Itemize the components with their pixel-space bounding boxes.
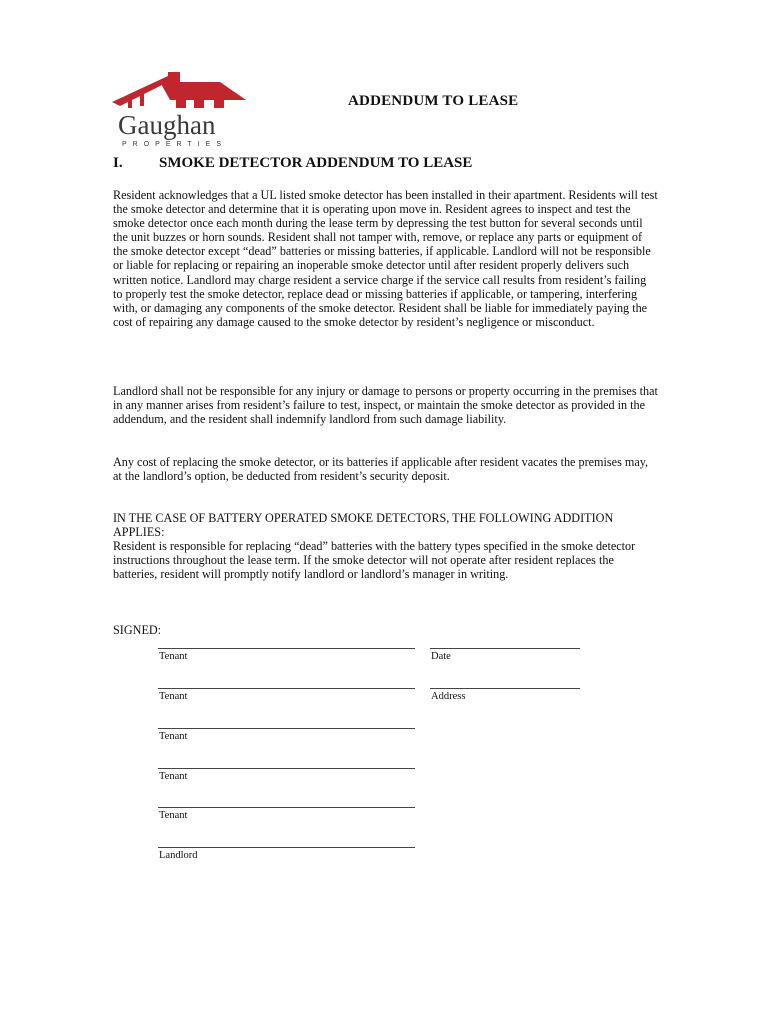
section-heading <box>113 155 472 172</box>
company-logo <box>110 70 255 150</box>
tenant-3-label: Tenant <box>159 731 188 742</box>
tenant-4-label: Tenant <box>159 771 188 782</box>
document-title: ADDENDUM TO LEASE <box>348 93 519 109</box>
tenant-3-signature-line[interactable] <box>158 728 415 729</box>
tenant-1-label: Tenant <box>159 651 188 662</box>
tenant-1-signature-line[interactable] <box>158 648 415 649</box>
date-signature-line[interactable] <box>430 648 580 649</box>
signed-label: SIGNED: <box>113 623 162 637</box>
landlord-signature-line[interactable] <box>158 847 415 848</box>
logo-tagline: PROPERTIES <box>122 141 227 148</box>
address-label: Address <box>431 691 466 702</box>
battery-heading: IN THE CASE OF BATTERY OPERATED SMOKE DETECTORS, THE FOLLOWING ADDITION APPLIES: <box>113 511 614 540</box>
paragraph-4 <box>113 511 658 581</box>
battery-text: Resident is responsible for replacing “dead” batteries with the battery types specified in the smoke detector instructions throughout the lease term. If the smoke detector will not operate after resident replaces the batteries, resident will promptly notify landlord or landlord’s manager in writing. <box>113 539 636 582</box>
tenant-4-signature-line[interactable] <box>158 768 415 769</box>
paragraph-2: Landlord shall not be responsible for any injury or damage to persons or property occurring in the premises that in any manner arises from resident’s failure to test, inspect, or maintain the smoke detector as provided in the addendum, and the resident shall indemnify landlord from such damage liability. <box>113 384 658 427</box>
section-number: I. <box>113 155 123 171</box>
paragraph-1: Resident acknowledges that a UL listed smoke detector has been installed in their apartment. Residents will test the smoke detector and determine that it is operating upon move in. Resident agrees to inspect and test the smoke detector once each month during the lease term by depressing the test button for several seconds until the unit buzzes or horn sounds. Resident shall not tamper with, remove, or replace any parts or equipment of the smoke detector except “dead” batteries or missing batteries, if applicable. Landlord will not be responsible or liable for replacing or repairing an inoperable smoke detector until after resident properly delivers such written notice. Landlord may charge resident a service charge if the service call results from resident’s failing to properly test the smoke detector, replace dead or missing batteries if applicable, or tampering, interfering with, or damaging any components of the smoke detector. Resident shall be liable for immediately paying the cost of repairing any damage caused to the smoke detector by resident’s negligence or misconduct. <box>113 188 658 329</box>
date-label: Date <box>431 651 451 662</box>
logo-name: Gaughan <box>118 110 216 140</box>
house-logo-graphic <box>110 70 255 150</box>
paragraph-3: Any cost of replacing the smoke detector, or its batteries if applicable after resident vacates the premises may, at the landlord’s option, be deducted from resident’s security deposit. <box>113 455 649 484</box>
house-roof <box>112 72 246 108</box>
address-signature-line[interactable] <box>430 688 580 689</box>
landlord-label: Landlord <box>159 850 198 861</box>
tenant-2-label: Tenant <box>159 691 188 702</box>
tenant-5-label: Tenant <box>159 810 188 821</box>
section-title: SMOKE DETECTOR ADDENDUM TO LEASE <box>159 155 473 171</box>
tenant-2-signature-line[interactable] <box>158 688 415 689</box>
tenant-5-signature-line[interactable] <box>158 807 415 808</box>
